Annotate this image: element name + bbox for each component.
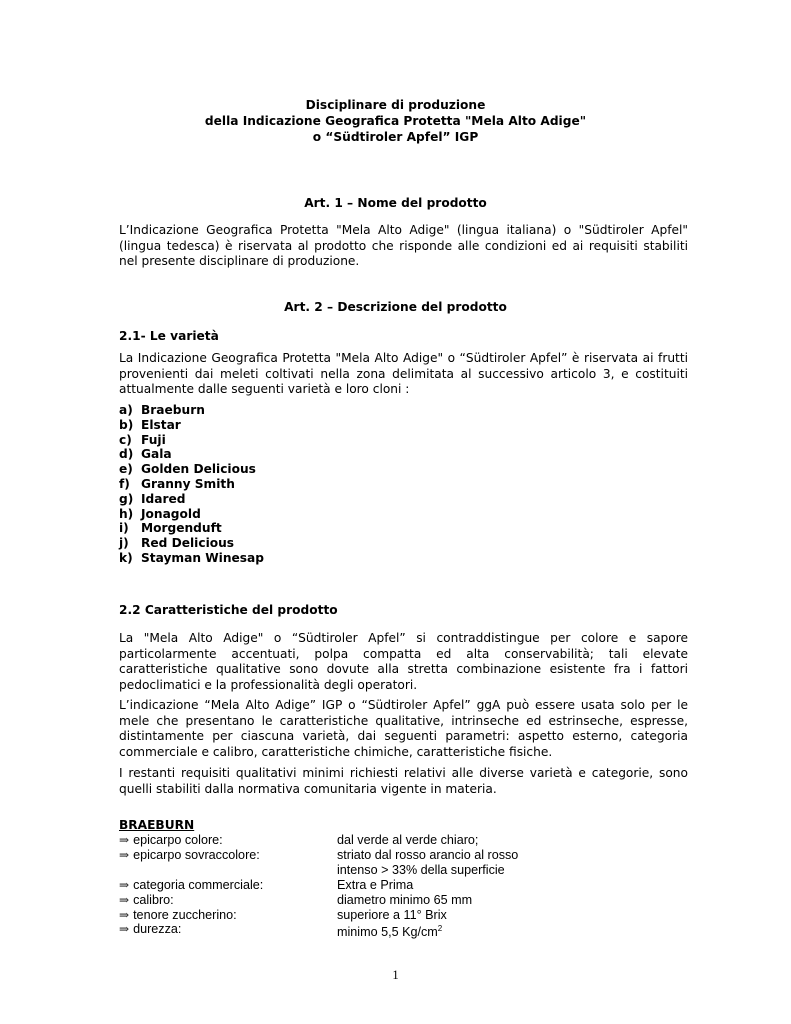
section-2-2-paragraph-2 [119,698,688,760]
para2-line: commerciale e calibro, caratteristiche chimiche, caratteristiche fisiche. [119,744,553,759]
variety-label: i) [119,521,129,536]
spec-key: epicarpo sovraccolore: [133,847,260,862]
art2-heading: Art. 2 – Descrizione del prodotto [284,300,507,314]
section-2-1-heading: 2.1- Le varietà [119,329,219,343]
document-title [0,97,791,145]
arrow-right-icon: ⇒ [119,847,130,862]
arrow-right-icon: ⇒ [119,833,130,847]
para1-line: La "Mela Alto Adige" o “Südtiroler Apfel” si contraddistingue per colore e sapore [119,631,688,645]
art1-line: nel presente disciplinare di produzione. [119,254,360,269]
variety-label: h) [119,506,134,521]
page-number: 1 [392,968,399,982]
arrow-right-icon: ⇒ [119,877,130,892]
varieties-list [119,403,264,566]
para2-line: mele che presentano le caratteristiche qualitative, intrinseche ed estrinseche, espresse, [119,713,688,728]
spec-key: epicarpo colore: [133,833,223,847]
variety-label: f) [119,476,130,491]
spec-value: dal verde al verde chiaro; [337,833,479,847]
section-2-1-line: provenienti dai meleti coltivati nella zona delimitata al successivo articolo 3, e costituiti [119,366,688,381]
variety-item [119,433,264,448]
variety-label: d) [119,447,134,462]
spec-key: durezza: [133,922,182,937]
variety-label: c) [119,432,132,447]
section-2-1-line: La Indicazione Geografica Protetta "Mela Alto Adige" o “Südtiroler Apfel” è riservata ai frutti [119,351,688,365]
variety-name: Fuji [141,432,166,447]
variety-name: Stayman Winesap [141,550,265,565]
variety-name: Gala [141,447,172,462]
arrow-right-icon: ⇒ [119,892,130,907]
spec-key: calibro: [133,892,174,907]
variety-item [119,418,264,433]
variety-item [119,403,264,418]
para1-line: caratteristiche qualitative sono dovute alla stretta combinazione esistente fra i fattori [119,662,688,677]
title-line-1: Disciplinare di produzione [305,98,486,112]
title-line-2: della Indicazione Geografica Protetta "Mela Alto Adige" [204,114,587,128]
variety-item [119,447,264,462]
art1-line: L’Indicazione Geografica Protetta "Mela Alto Adige" (lingua italiana) o "Südtiroler Apfel" [119,223,688,237]
art1-heading: Art. 1 – Nome del prodotto [304,196,487,210]
variety-item [119,462,264,477]
spec-row [119,863,518,878]
spec-row [119,922,518,940]
variety-label: e) [119,462,133,477]
variety-name: Red Delicious [141,536,235,551]
para2-line: distintamente per ciascuna varietà, dai seguenti parametri: aspetto esterno, categoria [119,729,688,744]
superscript: 2 [437,924,443,934]
variety-item [119,492,264,507]
spec-value: superiore a 11° Brix [337,907,447,922]
variety-label: a) [119,403,133,417]
variety-item [119,521,264,536]
variety-name: Morgenduft [141,521,222,536]
art1-line: (lingua tedesca) è riservata al prodotto che risponde alle condizioni ed ai requisiti stabiliti [119,238,688,253]
title-line-3: o “Südtiroler Apfel” IGP [312,130,479,144]
arrow-right-icon: ⇒ [119,922,130,937]
variety-name: Braeburn [141,403,205,417]
spec-value: intenso > 33% della superficie [337,862,505,877]
section-2-2-paragraph-1 [119,631,688,693]
para2-line: L’indicazione “Mela Alto Adige” IGP o “Südtiroler Apfel” ggA può essere usata solo per le [119,698,688,712]
para1-line: pedoclimatici e la professionalità degli operatori. [119,677,418,692]
spec-value: striato dal rosso arancio al rosso [337,847,519,862]
braeburn-spec-table [119,833,518,941]
variety-label: b) [119,417,134,432]
art1-paragraph [119,223,688,270]
spec-row [119,908,518,923]
variety-label: k) [119,550,133,565]
variety-name: Jonagold [141,506,201,521]
section-2-1-line: attualmente dalle seguenti varietà e loro cloni : [119,382,410,397]
variety-item [119,536,264,551]
variety-item [119,507,264,522]
variety-item [119,477,264,492]
variety-label: j) [119,536,129,551]
variety-item [119,551,264,566]
section-2-2-paragraph-3 [119,766,688,797]
spec-value [337,922,442,940]
spec-row [119,848,518,863]
variety-name: Granny Smith [141,476,235,491]
spec-row [119,893,518,908]
spec-row [119,833,518,848]
variety-name: Idared [141,491,186,506]
section-2-2-heading: 2.2 Caratteristiche del prodotto [119,603,338,617]
spec-value: diametro minimo 65 mm [337,892,473,907]
braeburn-heading: BRAEBURN [119,818,195,832]
arrow-right-icon: ⇒ [119,907,130,922]
para3-line: quelli stabiliti dalla normativa comunitaria vigente in materia. [119,781,497,796]
spec-key: categoria commerciale: [133,877,264,892]
para1-line: particolarmente accentuati, polpa compatta ed alta conservabilità; tali elevate [119,646,688,661]
para3-line: I restanti requisiti qualitativi minimi richiesti relativi alle diverse varietà e categorie, sono [119,766,688,780]
variety-name: Golden Delicious [141,462,256,477]
spec-value: Extra e Prima [337,877,414,892]
spec-row [119,878,518,893]
spec-value-text: minimo 5,5 Kg/cm [337,925,438,940]
variety-name: Elstar [141,417,181,432]
spec-key: tenore zuccherino: [133,907,237,922]
section-2-1-paragraph [119,351,688,398]
variety-label: g) [119,491,134,506]
